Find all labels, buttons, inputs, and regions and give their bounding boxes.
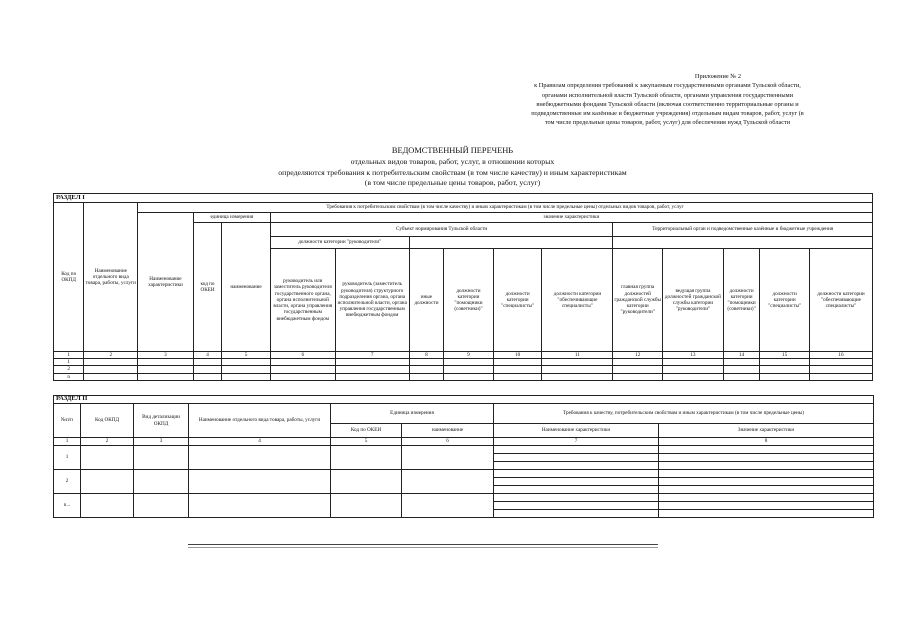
appendix-line: органами исполнительной власти Тульской области, органами управления государственными (541, 91, 794, 99)
appendix-line: подведомственные им казённые и бюджетные учреждения) отдельным видам товаров, работ, услуг (в (531, 110, 804, 118)
col-detail: Вид детализации ОКПД (134, 404, 189, 438)
column-number: 2 (81, 438, 134, 446)
column-number: 15 (760, 352, 810, 359)
col-name: Наименование отдельного вида товара, работы, услуги (84, 203, 138, 352)
row-number: n (54, 373, 84, 380)
positions-header: должности категории "руководители" (270, 237, 409, 249)
col-c15: должности категории "специалисты" (760, 249, 810, 352)
column-number: 6 (270, 352, 335, 359)
col-charval: Значение характеристики (659, 424, 874, 438)
values-header: значение характеристики (270, 213, 872, 223)
territorial-header: Территориальный орган и подведомственные казённые и бюджетные учреждения (613, 223, 873, 237)
column-number: 1 (54, 352, 84, 359)
col-c9: должности категории "помощники (советники)" (444, 249, 494, 352)
bottom-rule (188, 547, 658, 548)
title-line: определяются требования к потребительским свойствам (в том числе качеству) и иным характеристикам (278, 167, 627, 177)
col-okpd: Код ОКПД (81, 404, 134, 438)
col-num: №п/п (54, 404, 81, 438)
column-number: 4 (189, 438, 331, 446)
appendix-line: к Правилам определения требований к закупаемым государственными органами Тульской области, (534, 82, 801, 90)
section1-label: РАЗДЕЛ I (54, 194, 873, 203)
row-number: 2 (54, 470, 81, 494)
section2-table (53, 395, 874, 518)
col-okei: Код по ОКЕИ (331, 424, 402, 438)
col-c13: ведущая группа должностей гражданской службы категории "руководители" (663, 249, 724, 352)
col-c16: должности категории "обеспечивающие специалисты" (809, 249, 872, 352)
col-c11: должности категории "обеспечивающие специалисты" (542, 249, 613, 352)
col-unitname: наименование (222, 223, 271, 352)
column-number: 7 (335, 352, 409, 359)
unit-header: единица измерения (193, 213, 270, 223)
column-number: 1 (54, 438, 81, 446)
row-number: 1 (54, 359, 84, 366)
col-unitname: наименование (402, 424, 494, 438)
column-number: 8 (409, 352, 443, 359)
col-c12: главная группа должностей гражданской службы категории "руководители" (613, 249, 663, 352)
col-okpd: Код по ОКПД (54, 203, 84, 352)
column-number: 4 (193, 352, 221, 359)
unit-header: Единица измерения (331, 404, 494, 424)
appendix-number: Приложение № 2 (694, 73, 741, 80)
col-char: Наименование характеристики (138, 213, 194, 352)
column-number: 16 (809, 352, 872, 359)
column-number: 2 (84, 352, 138, 359)
column-number: 12 (613, 352, 663, 359)
col-name: Наименование отдельного вида товара, работы, услуги (189, 404, 331, 438)
appendix-line: том числе предельные цены товаров, работ, услуг) для обеспечения нужд Тульской области (544, 119, 791, 127)
column-number: 6 (402, 438, 494, 446)
bottom-rule (188, 544, 658, 545)
column-number: 10 (493, 352, 542, 359)
col-okei: код по ОКЕИ (193, 223, 221, 352)
col-c14: должности категории "помощники (советники)" (723, 249, 759, 352)
section2-label: РАЗДЕЛ II (54, 396, 874, 404)
title-heading: ВЕДОМСТВЕННЫЙ ПЕРЕЧЕНЬ (391, 146, 514, 155)
col-charname: Наименование характеристики (494, 424, 659, 438)
row-number: 2 (54, 366, 84, 373)
row-number: 1 (54, 446, 81, 470)
document-title (250, 146, 655, 189)
col-c8: иные должности (409, 249, 443, 352)
col-c7: руководитель (заместитель руководителя) структурного подразделения органа, органа исполнительной власти, органа управления государственным внебюджетным фондом (335, 249, 409, 352)
section1-table (53, 193, 873, 381)
column-number: 13 (663, 352, 724, 359)
column-number: 5 (222, 352, 271, 359)
row-number: n... (54, 494, 81, 518)
title-line: отдельных видов товаров, работ, услуг, в отношении которых (350, 156, 555, 166)
column-number: 14 (723, 352, 759, 359)
appendix-block (470, 72, 865, 128)
blank-cell (409, 237, 613, 249)
column-number: 8 (659, 438, 874, 446)
col-c10: должности категории "специалисты" (493, 249, 542, 352)
subject-header: Субъект нормирования Тульской области (270, 223, 613, 237)
column-number: 3 (138, 352, 194, 359)
column-number: 3 (134, 438, 189, 446)
req-header: Требования к качеству, потребительским свойствам и иным характеристикам (в том числе предельные цены) (494, 404, 874, 424)
column-number: 9 (444, 352, 494, 359)
blank-cell (613, 237, 873, 249)
top-header: Требования к потребительским свойствам (в том числе качеству) и иным характеристикам (в том числе предельные цены) отдельных видов товаров, работ, услуг (138, 203, 873, 213)
column-number: 11 (542, 352, 613, 359)
col-c6: руководитель или заместитель руководителя государственного органа, органа исполнительной власти, органа управления государственным внебюджетным фондом (270, 249, 335, 352)
column-number: 7 (494, 438, 659, 446)
appendix-line: внебюджетными фондами Тульской области (включая соответственно территориальные органы и (536, 100, 799, 108)
column-number: 5 (331, 438, 402, 446)
title-line: (в том числе предельные цены товаров, работ, услуг) (364, 178, 541, 188)
